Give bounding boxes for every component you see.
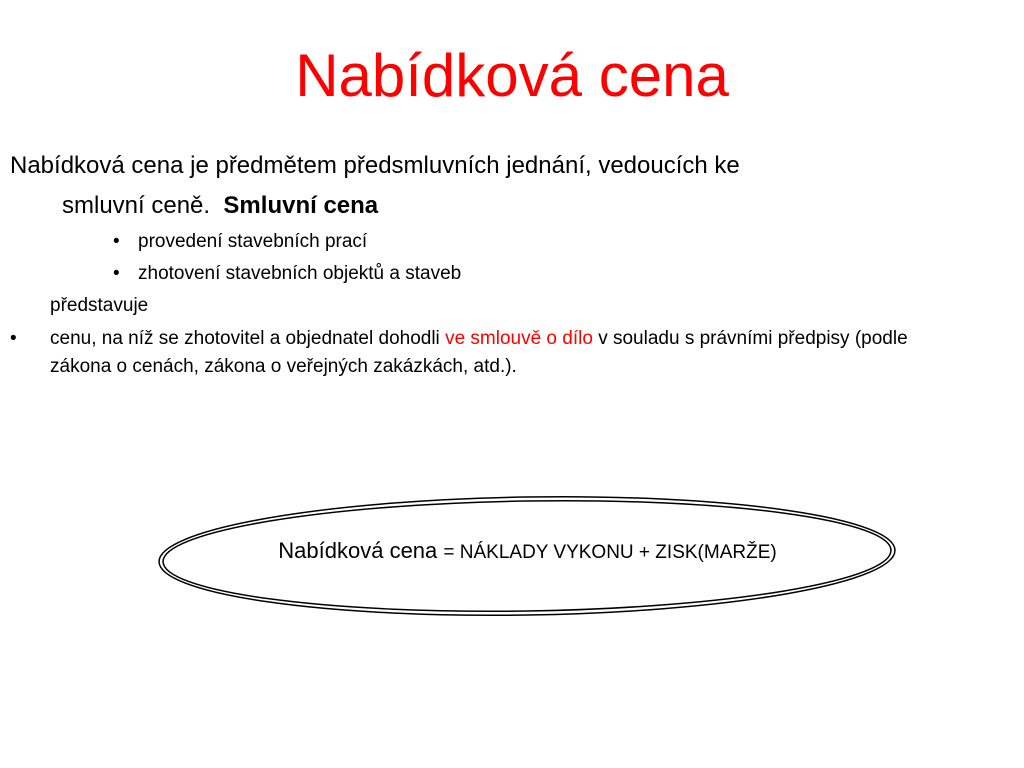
intro-line-1: Nabídková cena je předmětem předsmluvních jednání, vedoucích ke [10,152,740,179]
bullet-marker: • [10,328,17,349]
formula-text [155,536,900,568]
main-bullet-text [50,325,970,381]
sub-bullet-list [113,226,813,290]
formula-expression: = NÁKLADY VYKONU + ZISK(MARŽE) [443,542,777,563]
formula-label: Nabídková cena [278,538,438,563]
intro-line-2-text: smluvní ceně. [62,192,211,219]
sub-bullet-item: • provedení stavebních prací [113,226,813,258]
main-bullet-text-after: v souladu s právními předpisy (podle zákona o cenách, zákona o veřejných zakázkách, atd.). [50,328,908,377]
main-bullet-highlight: ve smlouvě o dílo [445,328,593,349]
sub-bullet-item: • zhotovení stavebních objektů a staveb [113,258,813,290]
main-bullet-text-before: cenu, na níž se zhotovitel a objednatel dohodli [50,328,440,349]
main-bullet-item [10,325,970,381]
formula-ellipse [155,492,900,622]
represents-text: představuje [50,295,149,316]
intro-paragraph [10,146,1000,226]
intro-bold-term: Smluvní cena [223,192,379,219]
slide-title: Nabídková cena [295,42,729,109]
intro-line-2 [10,186,1000,226]
